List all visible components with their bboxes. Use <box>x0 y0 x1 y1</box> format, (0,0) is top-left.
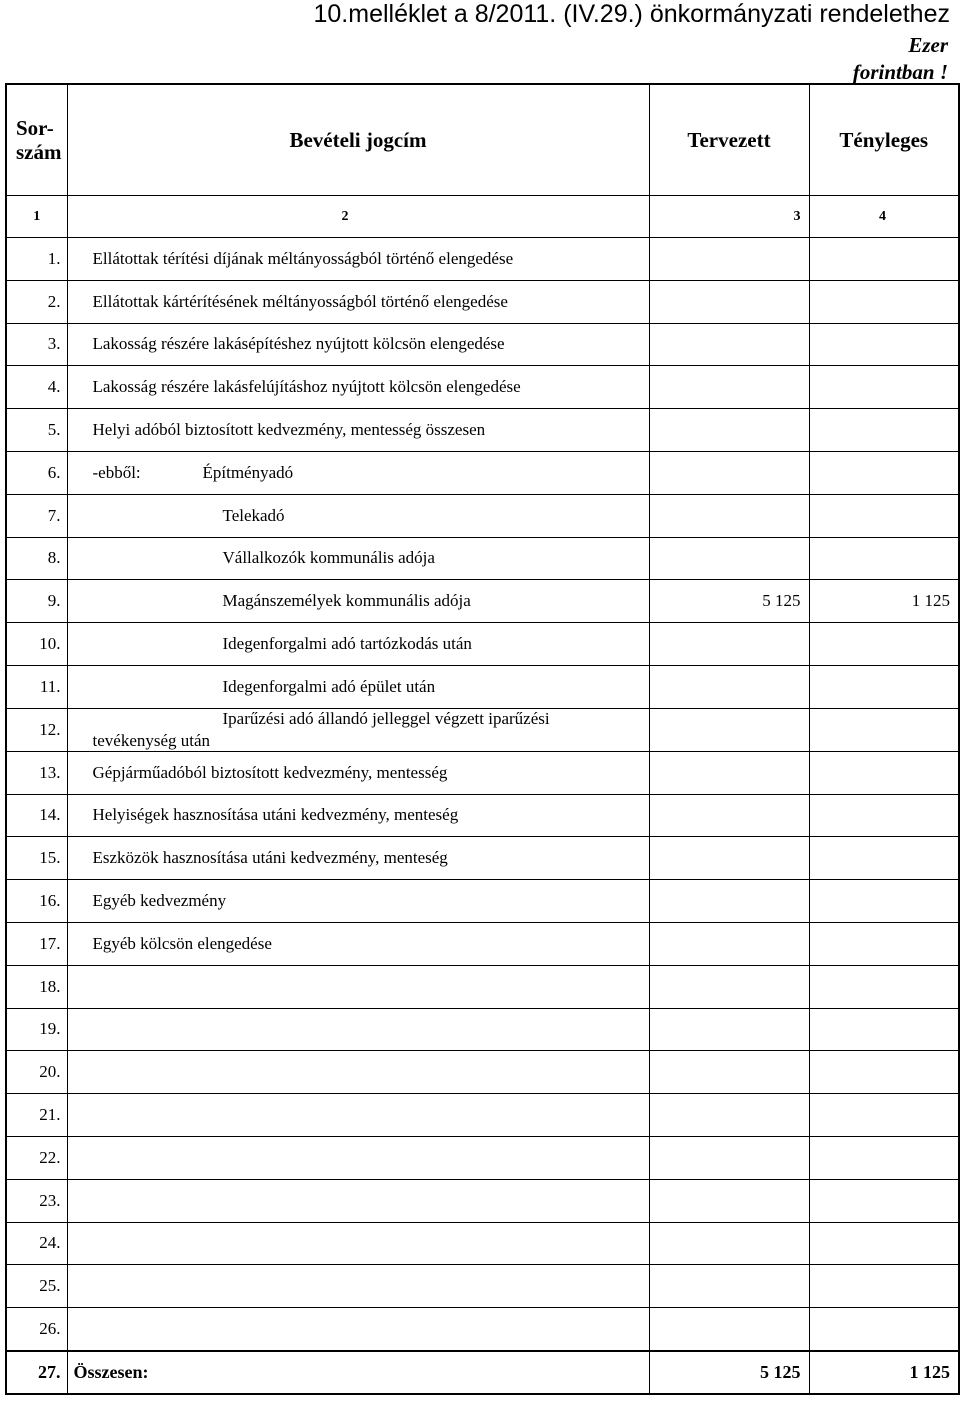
actual-value <box>809 708 959 751</box>
row-number: 6. <box>6 451 67 494</box>
actual-value <box>809 880 959 923</box>
header-tervezett: Tervezett <box>649 84 809 196</box>
column-number: 3 <box>649 196 809 238</box>
row-number: 20. <box>6 1051 67 1094</box>
planned-value: 5 125 <box>649 1351 809 1394</box>
table-row <box>6 665 959 708</box>
document-title: 10.melléklet a 8/2011. (IV.29.) önkormányzati rendelethez <box>313 0 950 28</box>
row-label: Helyiségek hasznosítása utáni kedvezmény, menteség <box>67 794 649 837</box>
planned-value <box>649 965 809 1008</box>
row-label <box>67 1136 649 1179</box>
total-row <box>6 1351 959 1394</box>
actual-value <box>809 965 959 1008</box>
planned-value <box>649 1179 809 1222</box>
actual-value <box>809 1136 959 1179</box>
planned-value <box>649 537 809 580</box>
exemption-table <box>5 83 960 1395</box>
column-number-row <box>6 196 959 238</box>
row-label: Ellátottak kártérítésének méltányosságból történő elengedése <box>67 280 649 323</box>
table-row <box>6 1179 959 1222</box>
planned-value <box>649 1008 809 1051</box>
table-row <box>6 1008 959 1051</box>
header-tenyleges: Tényleges <box>809 84 959 196</box>
planned-value <box>649 1094 809 1137</box>
planned-value <box>649 837 809 880</box>
row-label <box>67 1265 649 1308</box>
header-sorszam: Sor-szám <box>6 84 67 196</box>
actual-value <box>809 751 959 794</box>
row-label: Magánszemélyek kommunális adója <box>67 580 649 623</box>
table-row <box>6 708 959 751</box>
unit-note-line2: forintban ! <box>852 60 948 84</box>
planned-value <box>649 751 809 794</box>
planned-value <box>649 1136 809 1179</box>
row-label: Ellátottak térítési díjának méltányosságból történő elengedése <box>67 238 649 281</box>
row-number: 24. <box>6 1222 67 1265</box>
row-label: Telekadó <box>67 494 649 537</box>
table-row <box>6 1308 959 1351</box>
row-number: 10. <box>6 623 67 666</box>
row-label <box>67 1094 649 1137</box>
row-number: 5. <box>6 409 67 452</box>
row-number: 23. <box>6 1179 67 1222</box>
row-label: Helyi adóból biztosított kedvezmény, mentesség összesen <box>67 409 649 452</box>
planned-value <box>649 1265 809 1308</box>
row-label <box>67 708 649 751</box>
actual-value <box>809 1094 959 1137</box>
planned-value <box>649 623 809 666</box>
table-row <box>6 366 959 409</box>
planned-value <box>649 409 809 452</box>
actual-value <box>809 1308 959 1351</box>
row-number: 22. <box>6 1136 67 1179</box>
table-row <box>6 409 959 452</box>
row-label <box>67 1222 649 1265</box>
row-label <box>67 1008 649 1051</box>
table-row <box>6 880 959 923</box>
planned-value <box>649 1222 809 1265</box>
row-label <box>67 1179 649 1222</box>
header-jogcim: Bevételi jogcím <box>67 84 649 196</box>
table-row <box>6 751 959 794</box>
table-row <box>6 1222 959 1265</box>
planned-value <box>649 451 809 494</box>
actual-value <box>809 323 959 366</box>
table-row <box>6 1136 959 1179</box>
table-row <box>6 1094 959 1137</box>
table-row <box>6 580 959 623</box>
row-label <box>67 451 649 494</box>
actual-value <box>809 794 959 837</box>
row-number: 18. <box>6 965 67 1008</box>
actual-value <box>809 623 959 666</box>
actual-value <box>809 409 959 452</box>
table-row <box>6 238 959 281</box>
row-label: Gépjárműadóból biztosított kedvezmény, mentesség <box>67 751 649 794</box>
actual-value <box>809 238 959 281</box>
table-row <box>6 1051 959 1094</box>
table-row <box>6 922 959 965</box>
row-number: 16. <box>6 880 67 923</box>
planned-value <box>649 1051 809 1094</box>
actual-value <box>809 1008 959 1051</box>
row-number: 8. <box>6 537 67 580</box>
planned-value <box>649 280 809 323</box>
table-row <box>6 965 959 1008</box>
row-label: Idegenforgalmi adó épület után <box>67 665 649 708</box>
row-label-line2: tevékenység után <box>92 730 211 750</box>
row-number: 2. <box>6 280 67 323</box>
planned-value <box>649 494 809 537</box>
column-number: 1 <box>6 196 67 238</box>
planned-value <box>649 708 809 751</box>
row-label-prefix: -ebből: <box>92 462 141 482</box>
row-label: Összesen: <box>67 1351 649 1394</box>
row-label: Vállalkozók kommunális adója <box>67 537 649 580</box>
row-number: 3. <box>6 323 67 366</box>
actual-value <box>809 451 959 494</box>
planned-value <box>649 1308 809 1351</box>
actual-value <box>809 1222 959 1265</box>
row-number: 11. <box>6 665 67 708</box>
row-label: Egyéb kedvezmény <box>67 880 649 923</box>
planned-value <box>649 794 809 837</box>
row-number: 13. <box>6 751 67 794</box>
row-number: 14. <box>6 794 67 837</box>
row-number: 19. <box>6 1008 67 1051</box>
column-number: 2 <box>67 196 649 238</box>
unit-note <box>853 32 948 86</box>
table-row <box>6 280 959 323</box>
row-label: Lakosság részére lakásépítéshez nyújtott kölcsön elengedése <box>67 323 649 366</box>
row-label: Egyéb kölcsön elengedése <box>67 922 649 965</box>
row-number: 1. <box>6 238 67 281</box>
row-number: 9. <box>6 580 67 623</box>
table-row <box>6 837 959 880</box>
actual-value <box>809 665 959 708</box>
row-number: 12. <box>6 708 67 751</box>
actual-value <box>809 280 959 323</box>
table-row <box>6 794 959 837</box>
actual-value <box>809 837 959 880</box>
actual-value: 1 125 <box>809 580 959 623</box>
actual-value <box>809 494 959 537</box>
row-label <box>67 1051 649 1094</box>
unit-note-line1: Ezer <box>908 33 948 57</box>
actual-value <box>809 537 959 580</box>
row-label <box>67 1308 649 1351</box>
actual-value: 1 125 <box>809 1351 959 1394</box>
actual-value <box>809 1179 959 1222</box>
planned-value <box>649 238 809 281</box>
planned-value <box>649 665 809 708</box>
actual-value <box>809 922 959 965</box>
planned-value <box>649 880 809 923</box>
planned-value <box>649 922 809 965</box>
row-label: Idegenforgalmi adó tartózkodás után <box>67 623 649 666</box>
actual-value <box>809 1051 959 1094</box>
row-label-line1: Iparűzési adó állandó jelleggel végzett iparűzési <box>222 708 550 728</box>
row-number: 7. <box>6 494 67 537</box>
table-body <box>6 238 959 1351</box>
row-number: 26. <box>6 1308 67 1351</box>
planned-value <box>649 323 809 366</box>
row-number: 17. <box>6 922 67 965</box>
row-number: 25. <box>6 1265 67 1308</box>
column-number: 4 <box>809 196 959 238</box>
row-number: 27. <box>6 1351 67 1394</box>
row-number: 21. <box>6 1094 67 1137</box>
row-label: Lakosság részére lakásfelújításhoz nyújtott kölcsön elengedése <box>67 366 649 409</box>
row-label-text: Építményadó <box>202 462 294 482</box>
table-row <box>6 451 959 494</box>
table-row <box>6 623 959 666</box>
table-header-row <box>6 84 959 196</box>
table-row <box>6 1265 959 1308</box>
table-row <box>6 494 959 537</box>
table-row <box>6 537 959 580</box>
actual-value <box>809 366 959 409</box>
row-label: Eszközök hasznosítása utáni kedvezmény, menteség <box>67 837 649 880</box>
planned-value <box>649 366 809 409</box>
row-label <box>67 965 649 1008</box>
row-number: 15. <box>6 837 67 880</box>
planned-value: 5 125 <box>649 580 809 623</box>
table-row <box>6 323 959 366</box>
actual-value <box>809 1265 959 1308</box>
row-number: 4. <box>6 366 67 409</box>
